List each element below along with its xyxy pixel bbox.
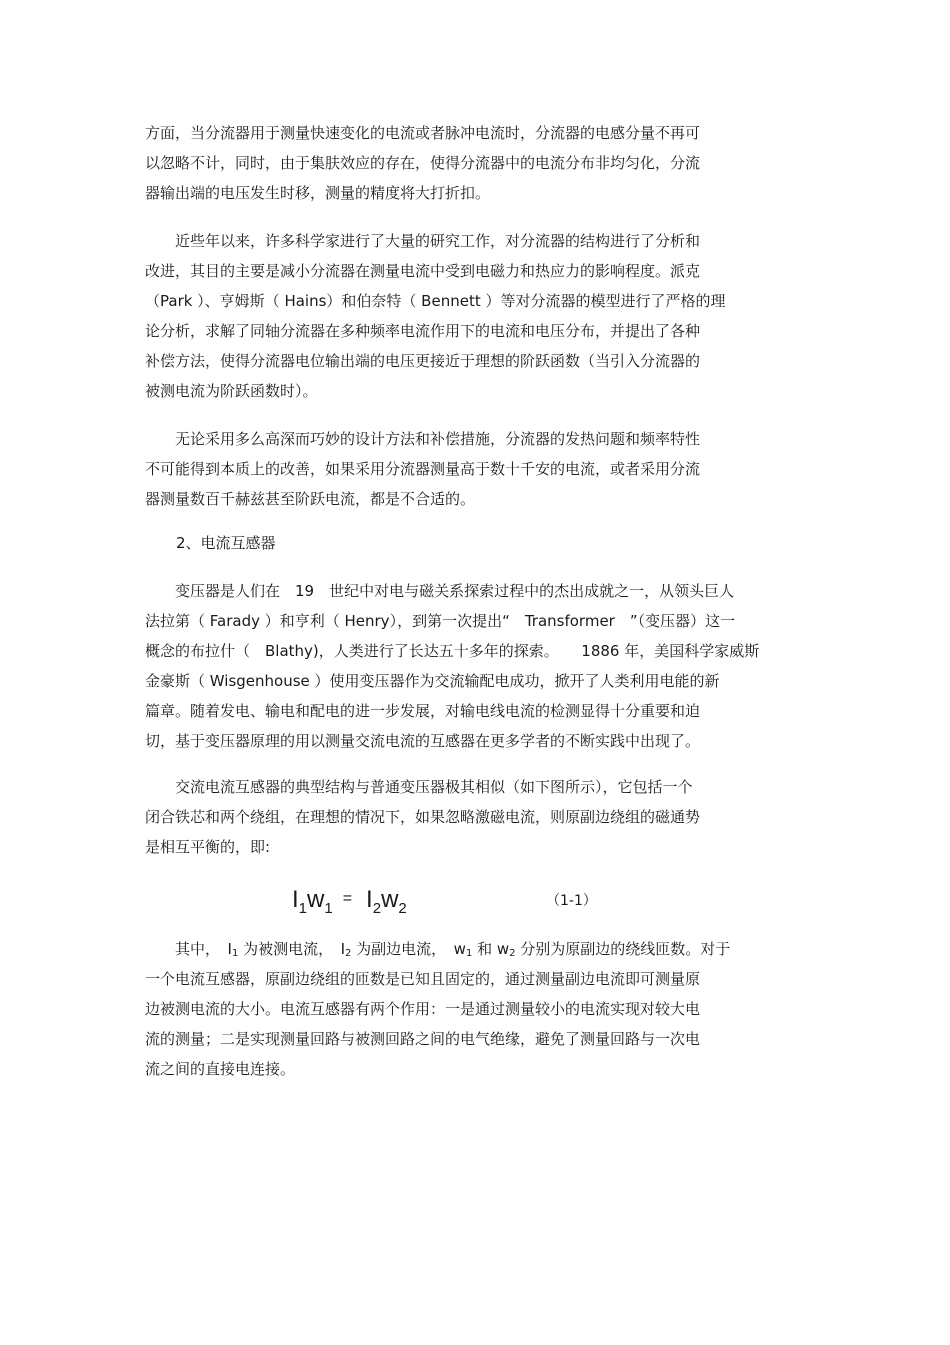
text-line: 是相互平衡的，即: [145, 838, 271, 856]
text-line: 改进，其目的主要是减小分流器在测量电流中受到电磁力和热应力的影响程度。派克 [145, 262, 701, 280]
paragraph-transformer-history [145, 576, 759, 756]
text-line: 金豪斯（ Wisgenhouse ）使用变压器作为交流输配电成功，掀开了人类利用电能的新 [145, 672, 720, 690]
text-segment: 和 w [472, 940, 510, 958]
equation [292, 882, 407, 926]
text-line: 近些年以来，许多科学家进行了大量的研究工作，对分流器的结构进行了分析和 [145, 232, 701, 250]
text-segment: 其中， I [145, 940, 232, 958]
text-line [145, 934, 730, 964]
text-line: 以忽略不计，同时，由于集肤效应的存在，使得分流器中的电流分布非均匀化，分流 [145, 154, 701, 172]
text-line: （Park ）、亨姆斯（ Hains）和伯奈特（ Bennett ）等对分流器的模型进行了严格的理 [145, 292, 726, 310]
subscript: 2 [345, 948, 352, 959]
section-heading: 2、电流互感器 [176, 534, 276, 552]
text-line: 被测电流为阶跃函数时）。 [145, 382, 318, 400]
equation-subscript: 1 [324, 900, 333, 917]
equation-symbol: I [292, 886, 299, 913]
text-line: 一个电流互感器，原副边绕组的匝数是已知且固定的，通过测量副边电流即可测量原 [145, 970, 701, 988]
subscript: 1 [465, 948, 473, 959]
equation-symbol: I [366, 886, 373, 913]
paragraph-shunt-research [145, 226, 725, 406]
text-line: 变压器是人们在 19 世纪中对电与磁关系探索过程中的杰出成就之一，从领头巨人 [145, 582, 735, 600]
equation-number: （1-1） [546, 893, 597, 909]
equals-sign: = [342, 890, 353, 907]
paragraph-shunt-limitations [145, 118, 700, 208]
text-line: 论分析，求解了同轴分流器在多种频率电流作用下的电流和电压分布，并提出了各种 [145, 322, 701, 340]
equation-subscript: 1 [298, 900, 308, 917]
equation-symbol: w [307, 886, 325, 913]
text-segment: 分别为原副边的绕线匝数。对于 [515, 940, 731, 958]
equation-subscript: 2 [398, 900, 407, 917]
equation-symbol: w [381, 886, 399, 913]
text-line: 篇章。随着发电、输电和配电的进一步发展，对输电线电流的检测显得十分重要和迫 [145, 702, 701, 720]
subscript: 1 [231, 948, 239, 959]
text-line: 切，基于变压器原理的用以测量交流电流的互感器在更多学者的不断实践中出现了。 [145, 732, 701, 750]
text-line: 闭合铁芯和两个绕组，在理想的情况下，如果忽略激磁电流，则原副边绕组的磁通势 [145, 808, 701, 826]
paragraph-ct-structure [145, 772, 700, 862]
text-line: 无论采用多么高深而巧妙的设计方法和补偿措施，分流器的发热问题和频率特性 [145, 430, 701, 448]
text-line: 流的测量；二是实现测量回路与被测回路之间的电气绝缘，避免了测量回路与一次电 [145, 1030, 701, 1048]
paragraph-shunt-unsuitable [145, 424, 700, 514]
equation-subscript: 2 [372, 900, 382, 917]
text-segment: 为副边电流， w [351, 940, 466, 958]
text-line: 器输出端的电压发生时移，测量的精度将大打折扣。 [145, 184, 491, 202]
subscript: 2 [509, 948, 516, 959]
text-line: 流之间的直接电连接。 [145, 1060, 296, 1078]
paragraph-ct-function [145, 934, 730, 1084]
text-line: 不可能得到本质上的改善，如果采用分流器测量高于数十千安的电流，或者采用分流 [145, 460, 701, 478]
text-segment: 为被测电流， I [238, 940, 346, 958]
text-line: 概念的布拉什（ Blathy)，人类进行了长达五十多年的探索。 1886 年，美国科学家威斯 [145, 642, 760, 660]
text-line: 方面，当分流器用于测量快速变化的电流或者脉冲电流时，分流器的电感分量不再可 [145, 124, 701, 142]
text-line: 补偿方法，使得分流器电位输出端的电压更接近于理想的阶跃函数（当引入分流器的 [145, 352, 701, 370]
text-line: 边被测电流的大小。电流互感器有两个作用：一是通过测量较小的电流实现对较大电 [145, 1000, 701, 1018]
text-line: 器测量数百千赫兹甚至阶跃电流，都是不合适的。 [145, 490, 476, 508]
text-line: 交流电流互感器的典型结构与普通变压器极其相似（如下图所示），它包括一个 [145, 778, 693, 796]
text-line: 法拉第（ Farady ）和亨利（ Henry），到第一次提出“ Transformer ”（变压器）这一 [145, 612, 736, 630]
